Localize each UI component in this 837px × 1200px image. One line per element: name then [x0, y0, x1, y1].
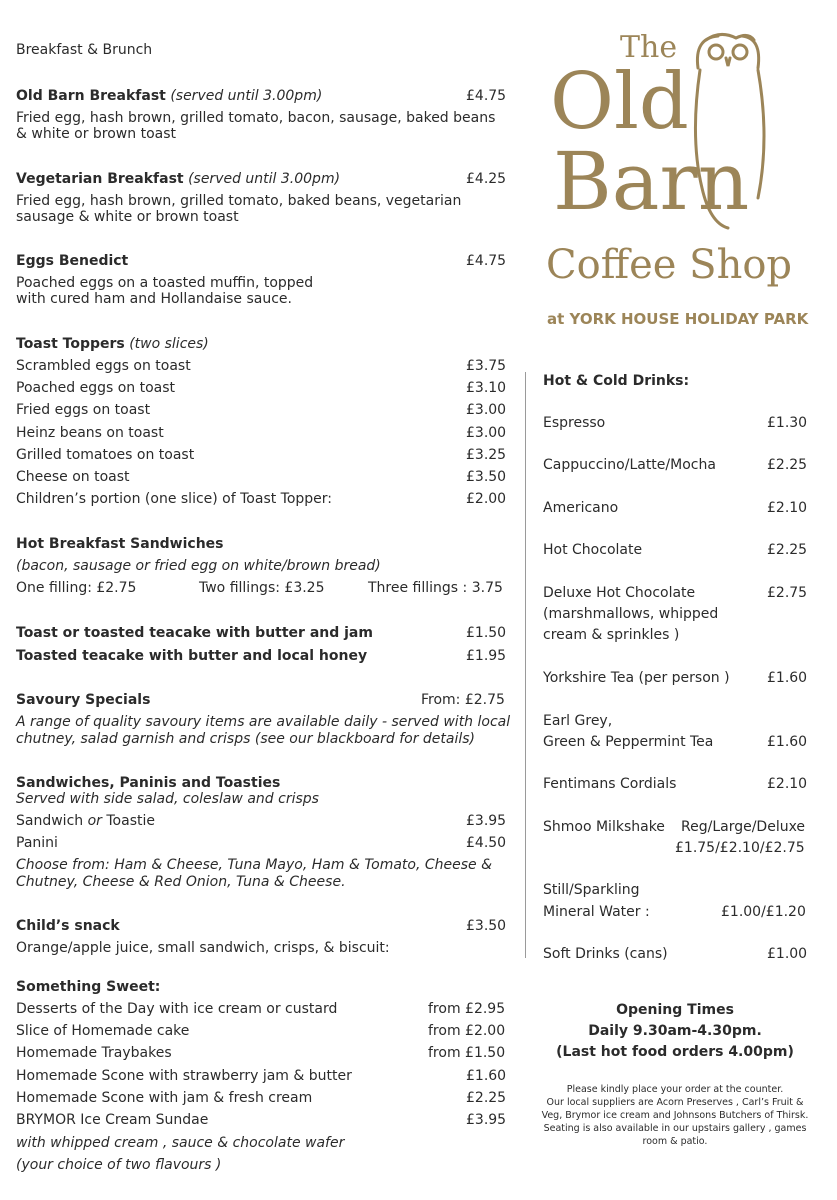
drink-price: £1.00/£1.20 [721, 904, 806, 920]
item-price: £1.50 [466, 625, 507, 641]
logo-location: at YORK HOUSE HOLIDAY PARK [547, 310, 809, 328]
item-price: £3.00 [466, 402, 507, 418]
drink-name: Still/Sparkling [543, 882, 640, 898]
item-description: with whipped cream , sauce & chocolate wafer [16, 1135, 345, 1151]
item-price: from £2.95 [428, 1001, 506, 1017]
drink-price: £2.10 [767, 776, 808, 792]
drink-price: £1.60 [767, 670, 808, 686]
drink-name: Yorkshire Tea (per person ) [543, 670, 730, 686]
drink-price: £1.75/£2.10/£2.75 [675, 840, 805, 856]
item-description: sausage & white or brown toast [16, 209, 239, 225]
menu-item-toast-teacake: Toast or toasted teacake with butter and jam [16, 625, 373, 641]
item-price: £3.75 [466, 358, 507, 374]
drink-name: Cappuccino/Latte/Mocha [543, 457, 716, 473]
list-item: Slice of Homemade cake [16, 1023, 190, 1039]
column-divider [525, 372, 526, 958]
list-item: Poached eggs on toast [16, 380, 176, 396]
item-price: £3.50 [466, 469, 507, 485]
drink-name: Shmoo Milkshake [543, 819, 665, 835]
item-price: £4.50 [466, 835, 507, 851]
item-name-part: Toastie [101, 813, 155, 829]
drink-name: Fentimans Cordials [543, 776, 677, 792]
item-price: £3.95 [466, 1112, 507, 1128]
logo-text-old: Old [550, 57, 689, 147]
item-price: £3.95 [466, 813, 507, 829]
logo-text-coffee-shop: Coffee Shop [546, 242, 793, 288]
footer-note: Please kindly place your order at the counter. [566, 1084, 784, 1095]
drink-description: (marshmallows, whipped [543, 606, 719, 622]
item-price: £3.00 [466, 425, 507, 441]
drink-name: Green & Peppermint Tea [543, 734, 714, 750]
drink-name: Americano [543, 500, 619, 516]
item-price: £4.25 [466, 171, 507, 187]
heading-note: (two slices) [129, 336, 209, 352]
opening-hours: Daily 9.30am-4.30pm. [588, 1023, 762, 1039]
item-description: chutney, salad garnish and crisps (see our blackboard for details) [16, 731, 476, 747]
footer-note: room & patio. [642, 1136, 708, 1147]
item-description: Orange/apple juice, small sandwich, crisps, & biscuit: [16, 940, 390, 956]
list-item: Fried eggs on toast [16, 402, 151, 418]
last-orders: (Last hot food orders 4.00pm) [556, 1044, 794, 1060]
drink-price: £1.00 [767, 946, 808, 962]
item-price: £2.25 [466, 1090, 507, 1106]
heading-text: Toast Toppers [16, 336, 125, 352]
item-description: & white or brown toast [16, 126, 176, 142]
menu-item-panini: Panini [16, 835, 58, 851]
menu-item-sandwich-toastie [16, 813, 155, 830]
list-item: Homemade Traybakes [16, 1045, 172, 1061]
item-description: Poached eggs on a toasted muffin, topped [16, 275, 314, 291]
section-heading-toast-toppers [16, 336, 209, 353]
item-price: £3.50 [466, 918, 507, 934]
drink-price: £1.60 [767, 734, 808, 750]
list-item: Homemade Scone with jam & fresh cream [16, 1090, 313, 1106]
item-description: Fried egg, hash brown, grilled tomato, bacon, sausage, baked beans [16, 110, 496, 126]
list-item: Scrambled eggs on toast [16, 358, 191, 374]
drink-price: £1.30 [767, 415, 808, 431]
section-heading-drinks: Hot & Cold Drinks: [543, 373, 690, 389]
item-price: £1.95 [466, 648, 507, 664]
list-item: Heinz beans on toast [16, 425, 164, 441]
menu-item-old-barn-breakfast [16, 88, 322, 105]
price-three-fillings: Three fillings : 3.75 [368, 580, 503, 596]
footer-note: Veg, Brymor ice cream and Johnsons Butchers of Thirsk. [541, 1110, 809, 1121]
list-item: Desserts of the Day with ice cream or custard [16, 1001, 338, 1017]
item-description: Fried egg, hash brown, grilled tomato, baked beans, vegetarian [16, 193, 462, 209]
footer-note: Our local suppliers are Acorn Preserves , Carl’s Fruit & [546, 1097, 804, 1108]
drink-name: Mineral Water : [543, 904, 650, 920]
item-description: Choose from: Ham & Cheese, Tuna Mayo, Ham & Tomato, Cheese & [16, 857, 493, 873]
drink-price: £2.25 [767, 542, 808, 558]
section-heading-sandwiches: Sandwiches, Paninis and Toasties [16, 775, 281, 791]
menu-item-honey-teacake: Toasted teacake with butter and local honey [16, 648, 368, 664]
item-name-or: or [87, 813, 102, 829]
drink-name: Deluxe Hot Chocolate [543, 585, 696, 601]
drink-price: £2.10 [767, 500, 808, 516]
drink-price: £2.25 [767, 457, 808, 473]
item-description: (your choice of two flavours ) [16, 1157, 222, 1173]
drink-name: Earl Grey, [543, 713, 613, 729]
price-one-filling: One filling: £2.75 [16, 580, 137, 596]
list-item: BRYMOR Ice Cream Sundae [16, 1112, 209, 1128]
item-description: Chutney, Cheese & Red Onion, Tuna & Cheese. [16, 874, 346, 890]
item-price: £2.00 [466, 491, 507, 507]
item-name: Old Barn Breakfast [16, 88, 166, 104]
drink-description: cream & sprinkles ) [543, 627, 680, 643]
section-heading-savoury-specials: Savoury Specials [16, 692, 151, 708]
drink-name: Soft Drinks (cans) [543, 946, 668, 962]
section-heading-hot-sandwiches: Hot Breakfast Sandwiches [16, 536, 224, 552]
section-note: Served with side salad, coleslaw and crisps [16, 791, 319, 807]
item-price: from £1.50 [428, 1045, 506, 1061]
item-name-part: Sandwich [16, 813, 88, 829]
item-name: Vegetarian Breakfast [16, 171, 184, 187]
drink-price: £2.75 [767, 585, 808, 601]
item-note: (served until 3.00pm) [170, 88, 323, 104]
menu-item-vegetarian-breakfast [16, 171, 340, 188]
item-price: £1.60 [466, 1068, 507, 1084]
item-price: £3.25 [466, 447, 507, 463]
price-two-fillings: Two fillings: £3.25 [199, 580, 325, 596]
footer-note: Seating is also available in our upstairs gallery , games [543, 1123, 807, 1134]
item-price: from £2.00 [428, 1023, 506, 1039]
logo-text-barn: Barn [553, 135, 750, 228]
section-title: Breakfast & Brunch [16, 42, 153, 58]
section-heading-something-sweet: Something Sweet: [16, 979, 161, 995]
drink-sizes: Reg/Large/Deluxe [681, 819, 806, 835]
item-price: £3.10 [466, 380, 507, 396]
menu-item-eggs-benedict: Eggs Benedict [16, 253, 129, 269]
section-note: (bacon, sausage or fried egg on white/brown bread) [16, 558, 381, 574]
list-item: Cheese on toast [16, 469, 130, 485]
item-description: A range of quality savoury items are available daily - served with local [16, 714, 511, 730]
item-price: £4.75 [466, 253, 507, 269]
logo-text-the: The [620, 30, 678, 65]
item-note: (served until 3.00pm) [188, 171, 341, 187]
item-price: £4.75 [466, 88, 507, 104]
list-item: Children’s portion (one slice) of Toast Topper: [16, 491, 333, 507]
item-price: From: £2.75 [421, 692, 505, 708]
list-item: Grilled tomatoes on toast [16, 447, 195, 463]
section-heading-child-snack: Child’s snack [16, 918, 120, 934]
drink-name: Hot Chocolate [543, 542, 643, 558]
drink-name: Espresso [543, 415, 606, 431]
item-description: with cured ham and Hollandaise sauce. [16, 291, 292, 307]
list-item: Homemade Scone with strawberry jam & butter [16, 1068, 352, 1084]
opening-times-heading: Opening Times [616, 1002, 734, 1018]
